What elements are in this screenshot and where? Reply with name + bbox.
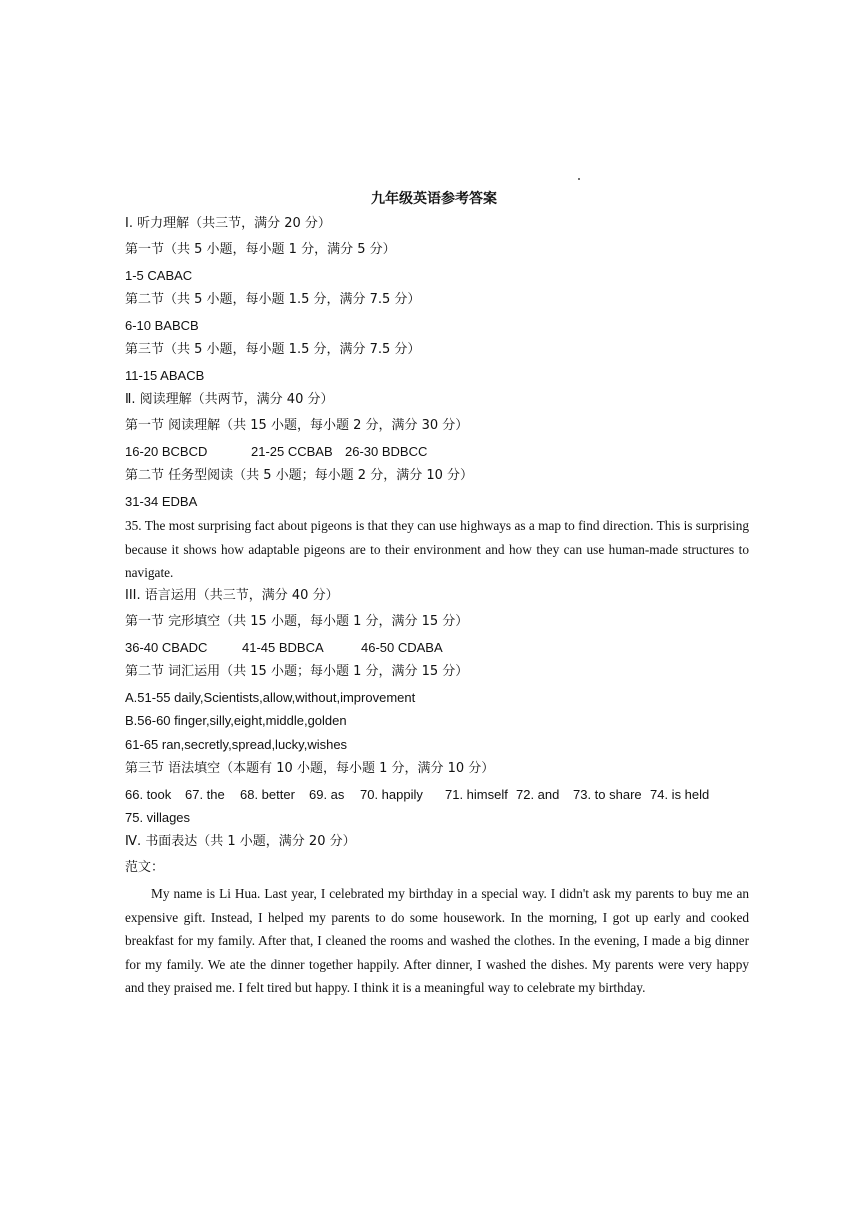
- section-2-answers-2: 31-34 EDBA: [125, 494, 198, 509]
- section-4-heading: Ⅳ. 书面表达（共 1 小题，满分 20 分）: [125, 834, 356, 849]
- section-1-part-3: 第三节（共 5 小题，每小题 1.5 分，满分 7.5 分）: [125, 342, 421, 357]
- grammar-answer: 71. himself: [445, 787, 508, 802]
- section-2-heading: Ⅱ. 阅读理解（共两节，满分 40 分）: [125, 392, 334, 407]
- section-3-heading: III. 语言运用（共三节，满分 40 分）: [125, 588, 339, 603]
- grammar-answer: 68. better: [240, 787, 295, 802]
- section-1-heading: Ⅰ. 听力理解（共三节，满分 20 分）: [125, 216, 331, 231]
- answer-group: 26-30 BDBCC: [345, 444, 428, 459]
- grammar-answer: 70. happily: [360, 787, 423, 802]
- section-1-part-2: 第二节（共 5 小题，每小题 1.5 分，满分 7.5 分）: [125, 292, 421, 307]
- grammar-answer: 66. took: [125, 787, 172, 802]
- answer-group: 46-50 CDABA: [361, 640, 443, 655]
- document-title: 九年级英语参考答案: [371, 191, 497, 207]
- section-3-answers-3b: 75. villages: [125, 810, 191, 825]
- answer-group: 16-20 BCBCD: [125, 444, 208, 459]
- section-3-answers-3: [125, 787, 750, 803]
- section-3-part-2: 第二节 词汇运用（共 15 小题；每小题 1 分，满分 15 分）: [125, 664, 469, 679]
- section-3-part-3: 第三节 语法填空（本题有 10 小题，每小题 1 分，满分 10 分）: [125, 761, 495, 776]
- grammar-answer: 69. as: [309, 787, 345, 802]
- grammar-answer: 74. is held: [650, 787, 710, 802]
- section-1-answers-3: 11-15 ABACB: [125, 368, 205, 383]
- question-35-answer: 35. The most surprising fact about pigeons is that they can use highways as a map to find direction. This is surprising because it shows how adaptable pigeons are to their environment and how they can use human-made structures to navigate.: [125, 518, 749, 580]
- model-essay-label: 范文：: [125, 860, 165, 875]
- section-3-answers-1: [125, 640, 725, 656]
- section-1-answers-1: 1-5 CABAC: [125, 268, 193, 283]
- answer-group: 21-25 CCBAB: [251, 444, 333, 459]
- section-3-answers-2b: B.56-60 finger,silly,eight,middle,golden: [125, 713, 347, 728]
- section-2-answers-1: [125, 444, 725, 460]
- grammar-answer: 72. and: [516, 787, 560, 802]
- section-3-answers-2a: A.51-55 daily,Scientists,allow,without,improvement: [125, 690, 416, 705]
- answer-group: 41-45 BDBCA: [242, 640, 324, 655]
- grammar-answer: 67. the: [185, 787, 225, 802]
- section-3-part-1: 第一节 完形填空（共 15 小题，每小题 1 分，满分 15 分）: [125, 614, 469, 629]
- section-2-part-1: 第一节 阅读理解（共 15 小题，每小题 2 分，满分 30 分）: [125, 418, 469, 433]
- grammar-answer: 73. to share: [573, 787, 642, 802]
- answer-group: 36-40 CBADC: [125, 640, 208, 655]
- scan-speck: [578, 178, 580, 180]
- model-essay: My name is Li Hua. Last year, I celebrated my birthday in a special way. I didn't ask my parents to buy me an expensive gift. Instead, I helped my parents to do some housework. In the morning, I got up early and cooked breakfast for my family. After that, I cleaned the rooms and washed the clothes. In the evening, I made a big dinner for my family. We ate the dinner together happily. After dinner, I washed the dishes. My parents were very happy and they praised me. I felt tired but happy. I think it is a meaningful way to celebrate my birthday.: [125, 886, 749, 995]
- section-1-part-1: 第一节（共 5 小题，每小题 1 分，满分 5 分）: [125, 242, 396, 257]
- section-1-answers-2: 6-10 BABCB: [125, 318, 199, 333]
- section-3-answers-2c: 61-65 ran,secretly,spread,lucky,wishes: [125, 737, 348, 752]
- section-2-part-2: 第二节 任务型阅读（共 5 小题；每小题 2 分，满分 10 分）: [125, 468, 474, 483]
